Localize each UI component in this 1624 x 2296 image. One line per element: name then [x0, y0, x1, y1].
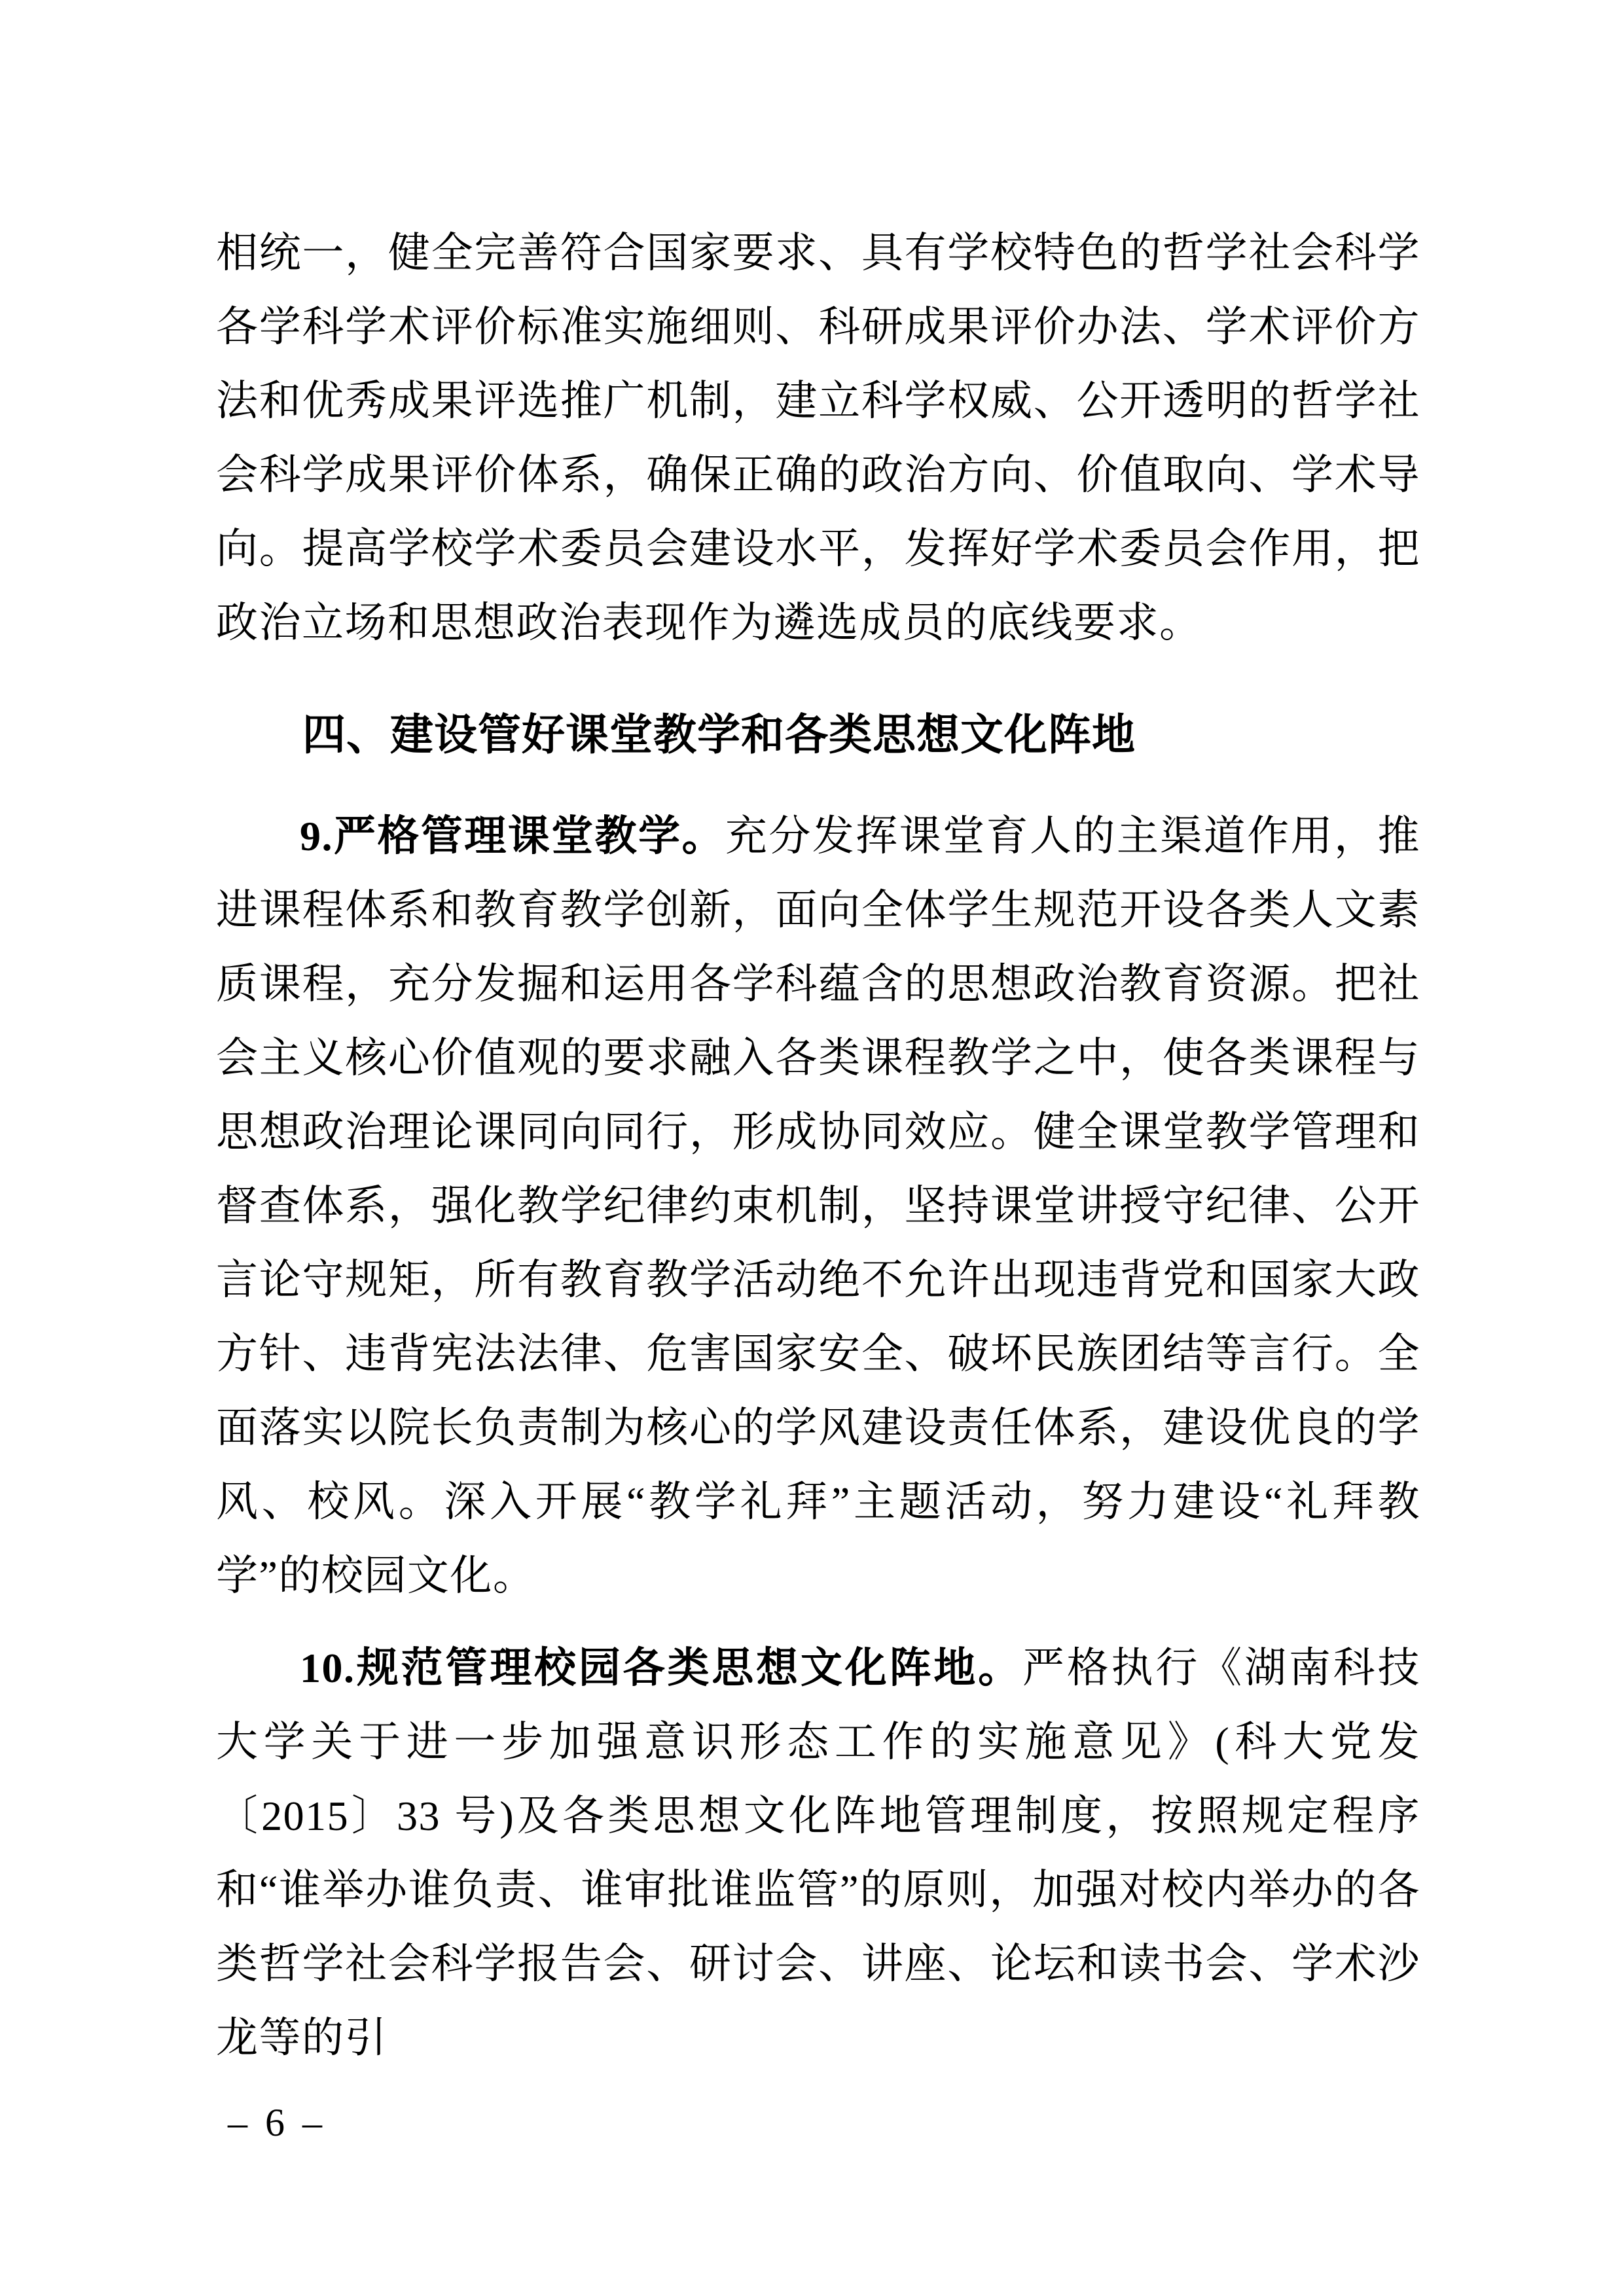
paragraph-item-10	[216, 1631, 1420, 2075]
document-body	[216, 216, 1420, 2075]
item-10-lead: 10.规范管理校园各类思想文化阵地。	[300, 1645, 1022, 1691]
page-number: – 6 –	[228, 2101, 326, 2144]
section-heading: 四、建设管好课堂教学和各类思想文化阵地	[302, 710, 1136, 759]
page-footer	[228, 2100, 326, 2145]
paragraph-item-9	[216, 799, 1420, 1613]
item-9-body: 充分发挥课堂育人的主渠道作用，推进课程体系和教育教学创新，面向全体学生规范开设各类人文素质课程，充分发掘和运用各学科蕴含的思想政治教育资源。把社会主义核心价值观的要求融入各类课程教学之中，使各类课程与思想政治理论课同向同行，形成协同效应。健全课堂教学管理和督查体系，强化教学纪律约束机制，坚持课堂讲授守纪律、公开言论守规矩，所有教育教学活动绝不允许出现违背党和国家大政方针、违背宪法法律、危害国家安全、破坏民族团结等言行。全面落实以院长负责制为核心的学风建设责任体系，建设优良的学风、校风。深入开展“教学礼拜”主题活动，努力建设“礼拜教学”的校园文化。	[216, 813, 1421, 1599]
item-9-lead: 9.严格管理课堂教学。	[300, 813, 725, 859]
item-10-body: 严格执行《湖南科技大学关于进一步加强意识形态工作的实施意见》(科大党发〔2015〕33 号)及各类思想文化阵地管理制度，按照规定程序和“谁举办谁负责、谁审批谁监管”的原则，加强对校内举办的各类哲学社会科学报告会、研讨会、讲座、论坛和读书会、学术沙龙等的引	[216, 1645, 1420, 2061]
paragraph-continuation: 相统一，健全完善符合国家要求、具有学校特色的哲学社会科学各学科学术评价标准实施细则、科研成果评价办法、学术评价方法和优秀成果评选推广机制，建立科学权威、公开透明的哲学社会科学成果评价体系，确保正确的政治方向、价值取向、学术导向。提高学校学术委员会建设水平，发挥好学术委员会作用，把政治立场和思想政治表现作为遴选成员的底线要求。	[216, 230, 1420, 646]
